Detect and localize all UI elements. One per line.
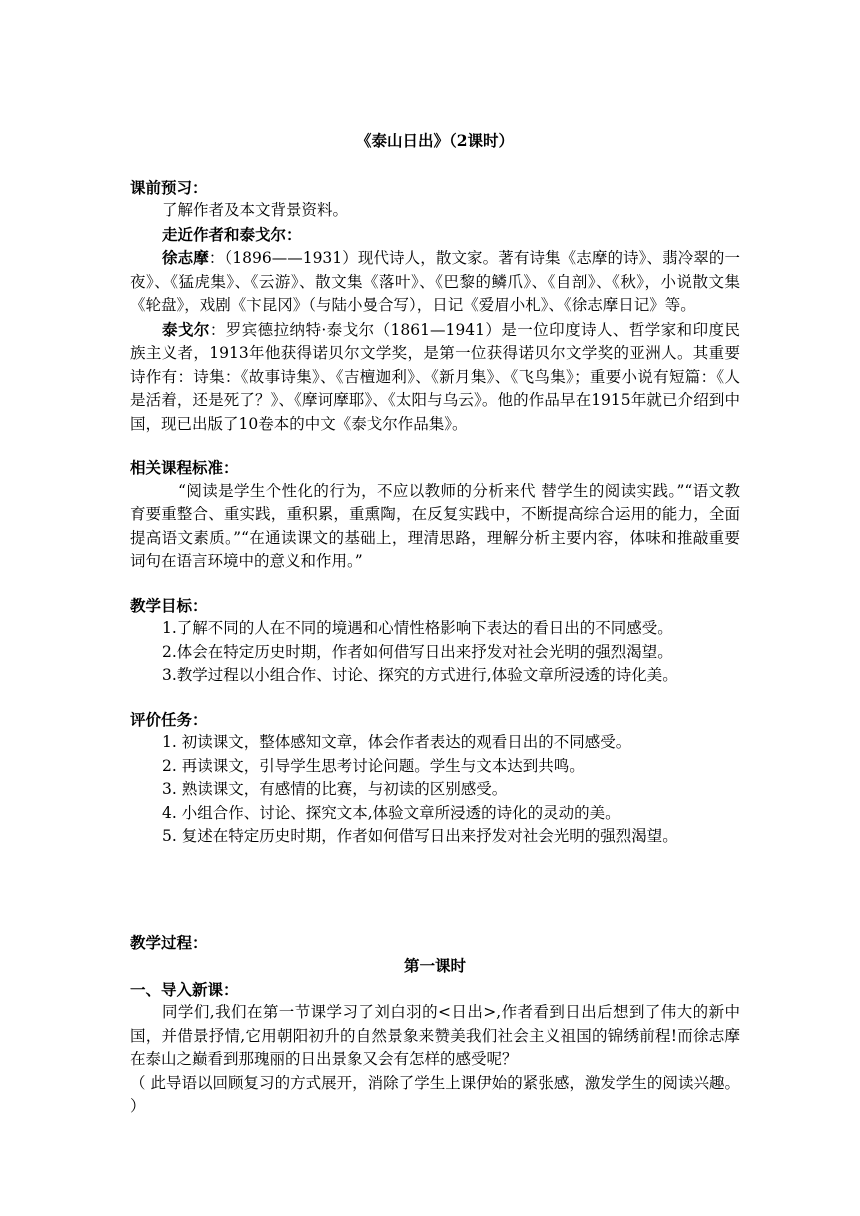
goal-item: 2.体会在特定历史时期，作者如何借写日出来抒发对社会光明的强烈渴望。 [162,642,673,661]
xu-zhimo-text: ：（1896——1931）现代诗人，散文家。著有诗集《志摩的诗》、翡冷翠的一夜》、《猛虎集》、《云游》、散文集《落叶》、《巴黎的鳞爪》、《自剖》、《秋》，小说散文集《轮盘》，戏剧《卞昆冈》（与陆小曼合写），日记《爱眉小札》、《徐志摩日记》等。 [130,249,740,314]
process-heading: 教学过程： [130,932,208,952]
intro-paragraph: 同学们,我们在第一节课学习了刘白羽的<日出>,作者看到日出后想到了伟大的新中国，并借景抒情,它用朝阳初升的自然景象来赞美我们社会主义祖国的锦绣前程!而徐志摩在泰山之巅看到那瑰丽的日出景象又会有怎样的感受呢？ [130,1003,740,1068]
tagore-name: 泰戈尔 [162,319,210,339]
lesson-title: 第一课时 [403,956,466,975]
tagore-paragraph [130,318,740,437]
preview-heading: 课前预习： [130,177,208,197]
tagore-text: ：罗宾德拉纳特·泰戈尔（1861—1941）是一位印度诗人、哲学家和印度民族主义者，1913年他获得诺贝尔文学奖，是第一位获得诺贝尔文学奖的亚洲人。其重要诗作有：诗集：《故事诗集》、《吉檀迦利》、《新月集》、《飞鸟集》；重要小说有短篇：《人是活着，还是死了？》、《摩诃摩耶》、《太阳与乌云》。他的作品早在1915年就已介绍到中国，现已出版了10卷本的中文《泰戈尔作品集》。 [130,320,740,433]
document-body [130,129,740,1119]
standards-text: “阅读是学生个性化的行为，不应以教师的分析来代 替学生的阅读实践。”“语文教育要重整合、重实践，重积累，重熏陶，在反复实践中，不断提高综合运用的能力，全面提高语文素质。”“在通读课文的基础上，理清思路，理解分析主要内容，体味和推敲重要词句在语言环境中的意义和作用。” [130,481,740,570]
tasks-heading: 评价任务： [130,709,208,729]
task-item: 4. 小组合作、讨论、探究文本,体验文章所浸透的诗化的灵动的美。 [162,803,621,822]
goals-heading: 教学目标： [130,595,208,615]
goal-item: 1.了解不同的人在不同的境遇和心情性格影响下表达的看日出的不同感受。 [162,619,673,637]
task-item: 1. 初读课文，整体感知文章，体会作者表达的观看日出的不同感受。 [162,733,632,751]
document-title: 《泰山日出》（2课时） [355,131,515,150]
task-item: 5. 复述在特定历史时期，作者如何借写日出来抒发对社会光明的强烈渴望。 [162,827,678,845]
xu-zhimo-name: 徐志摩 [162,248,209,267]
intro-note: （ 此导语以回顾复习的方式展开，消除了学生上课伊始的紧张感，激发学生的阅读兴趣。 ） [130,1073,740,1115]
xu-zhimo-paragraph [130,246,740,318]
section-heading: 一、导入新课： [130,979,239,999]
goal-item: 3.教学过程以小组合作、讨论、探究的方式进行,体验文章所浸透的诗化美。 [162,666,678,684]
task-item: 2. 再读课文，引导学生思考讨论问题。学生与文本达到共鸣。 [162,756,585,775]
task-item: 3. 熟读课文，有感情的比赛，与初读的区别感受。 [162,780,508,798]
preview-line: 了解作者及本文背景资料。 [162,201,349,219]
author-subheading: 走近作者和泰戈尔： [162,224,302,244]
standards-heading: 相关课程标准： [130,458,239,477]
